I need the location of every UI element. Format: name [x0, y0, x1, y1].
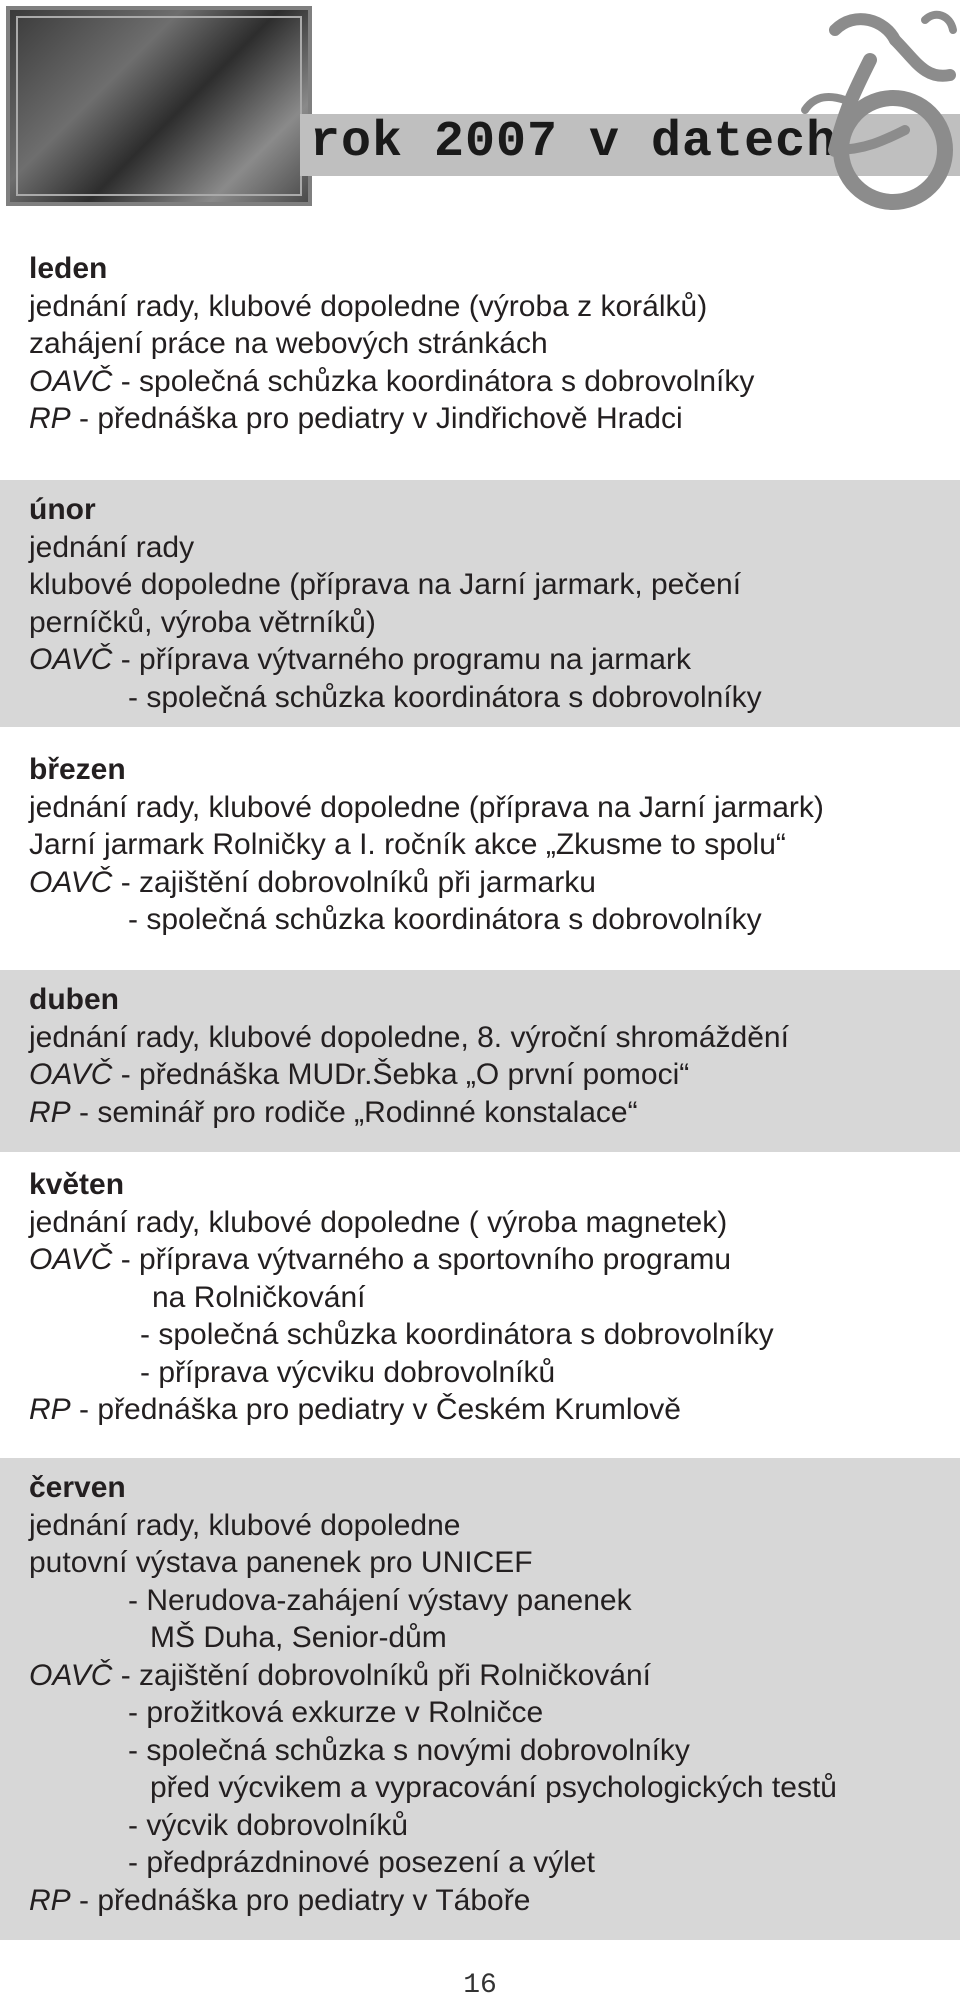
- month-section-duben: [0, 970, 960, 1152]
- event-line: jednání rady, klubové dopoledne (příprava na Jarní jarmark): [29, 790, 824, 824]
- event-line: zahájení práce na webových stránkách: [29, 327, 548, 360]
- event-line: RP - přednáška pro pediatry v Českém Krumlově: [29, 1393, 681, 1426]
- month-heading: květen: [29, 1168, 125, 1201]
- event-line: jednání rady: [29, 530, 195, 564]
- event-line: - Nerudova-zahájení výstavy panenek: [128, 1583, 632, 1617]
- header-photo: [6, 6, 312, 206]
- month-heading: leden: [29, 252, 108, 285]
- org-abbreviation: OAVČ: [29, 364, 113, 398]
- event-line: RP - seminář pro rodiče „Rodinné konstalace“: [29, 1095, 638, 1129]
- event-line: jednání rady, klubové dopoledne (výroba z korálků): [29, 289, 708, 323]
- page-number: 16: [463, 1970, 497, 2001]
- org-abbreviation: OAVČ: [29, 865, 113, 899]
- event-line: klubové dopoledne (příprava na Jarní jarmark, pečení: [29, 568, 742, 601]
- org-abbreviation: RP: [29, 1393, 71, 1426]
- event-line: Jarní jarmark Rolničky a I. ročník akce „Zkusme to spolu“: [29, 828, 786, 861]
- event-line: jednání rady, klubové dopoledne, 8. výroční shromáždění: [29, 1020, 789, 1054]
- month-section-brezen: [0, 751, 960, 939]
- event-line: putovní výstava panenek pro UNICEF: [29, 1546, 533, 1579]
- org-abbreviation: OAVČ: [29, 1058, 113, 1091]
- event-line: jednání rady, klubové dopoledne: [29, 1508, 461, 1542]
- month-section-kveten: [0, 1166, 960, 1429]
- event-line: - společná schůzka koordinátora s dobrovolníky: [128, 680, 762, 714]
- event-line: OAVČ - zajištění dobrovolníků při jarmarku: [29, 865, 596, 899]
- event-line: - společná schůzka koordinátora s dobrovolníky: [128, 903, 762, 936]
- event-line: - předprázdninové posezení a výlet: [128, 1846, 595, 1879]
- event-line: jednání rady, klubové dopoledne ( výroba magnetek): [29, 1205, 728, 1239]
- event-line: perníčků, výroba větrníků): [29, 605, 376, 639]
- page-header: [0, 0, 960, 240]
- event-line: - příprava výcviku dobrovolníků: [140, 1355, 556, 1389]
- month-heading: červen: [29, 1471, 126, 1504]
- month-heading: únor: [29, 493, 96, 526]
- event-line: OAVČ - zajištění dobrovolníků při Rolničkování: [29, 1658, 651, 1692]
- month-section-leden: [0, 250, 960, 438]
- event-line: na Rolničkování: [152, 1280, 366, 1314]
- event-line: OAVČ - příprava výtvarného a sportovního programu: [29, 1243, 732, 1276]
- event-line: - výcvik dobrovolníků: [128, 1808, 409, 1842]
- org-abbreviation: OAVČ: [29, 643, 113, 676]
- org-abbreviation: RP: [29, 1095, 71, 1129]
- month-heading: duben: [29, 983, 119, 1016]
- org-abbreviation: RP: [29, 402, 71, 435]
- org-abbreviation: OAVČ: [29, 1243, 113, 1276]
- event-line: RP - přednáška pro pediatry v Táboře: [29, 1883, 531, 1917]
- org-abbreviation: OAVČ: [29, 1658, 113, 1692]
- wheelchair-logo-icon: [775, 0, 960, 215]
- org-abbreviation: RP: [29, 1883, 71, 1917]
- event-line: - společná schůzka koordinátora s dobrovolníky: [140, 1318, 774, 1351]
- event-line: před výcvikem a vypracování psychologických testů: [150, 1771, 837, 1804]
- event-line: OAVČ - příprava výtvarného programu na jarmark: [29, 643, 691, 676]
- event-line: RP - přednáška pro pediatry v Jindřichově Hradci: [29, 402, 683, 435]
- page-title: rok 2007 v datech: [310, 114, 838, 171]
- event-line: - prožitková exkurze v Rolničce: [128, 1696, 544, 1729]
- event-line: - společná schůzka s novými dobrovolníky: [128, 1733, 690, 1767]
- event-line: MŠ Duha, Senior-dům: [150, 1621, 447, 1654]
- month-heading: březen: [29, 753, 126, 786]
- month-section-cerven: [0, 1458, 960, 1940]
- event-line: OAVČ - společná schůzka koordinátora s dobrovolníky: [29, 364, 755, 398]
- month-section-unor: [0, 480, 960, 727]
- event-line: OAVČ - přednáška MUDr.Šebka „O první pomoci“: [29, 1058, 690, 1091]
